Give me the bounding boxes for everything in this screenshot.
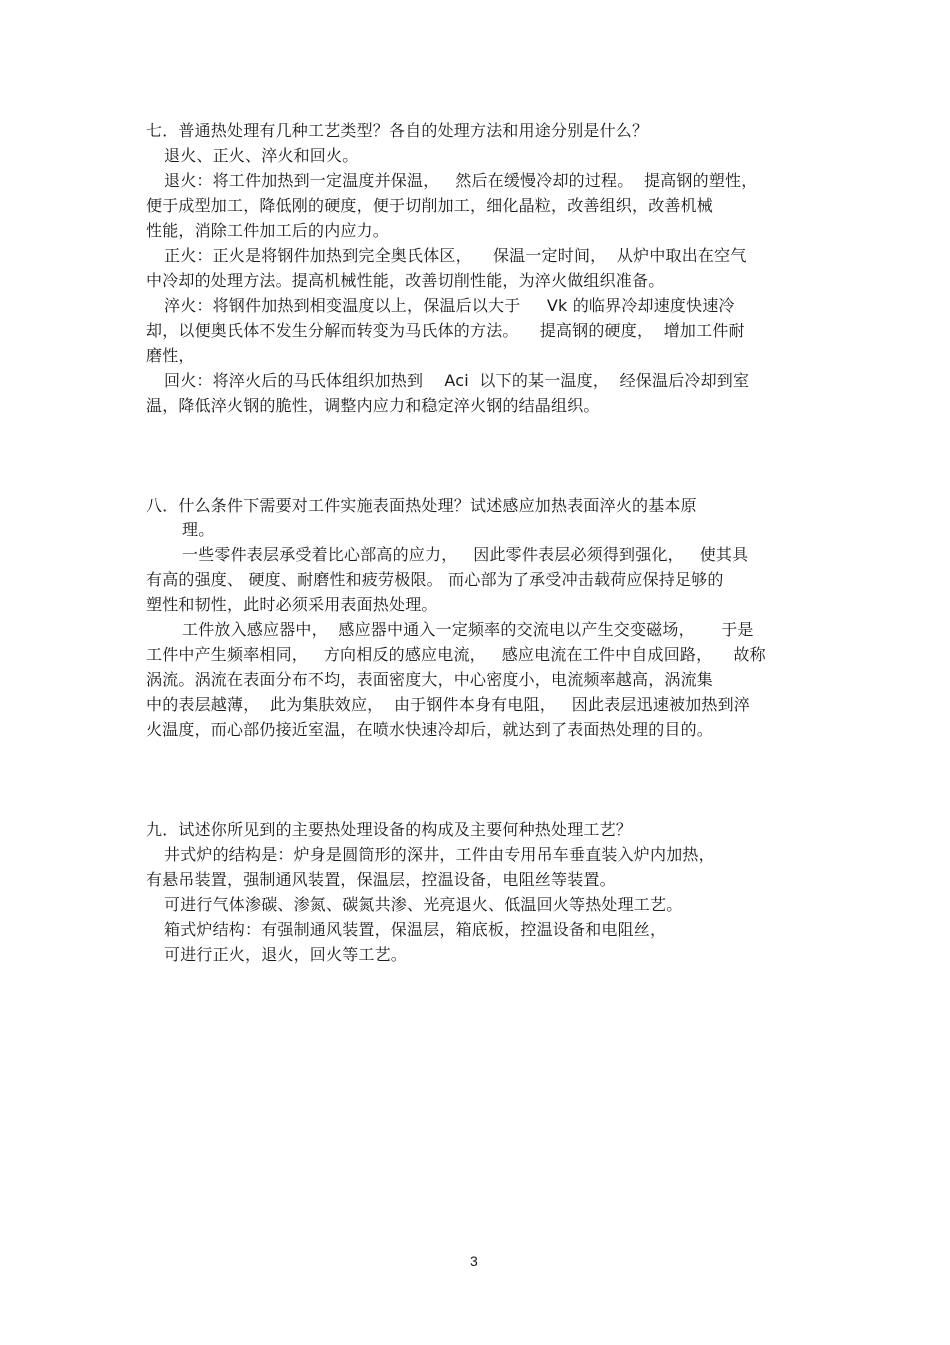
section9-heading: 九．试述你所见到的主要热处理设备的构成及主要何种热处理工艺？ xyxy=(146,820,633,839)
section9-line: 可进行正火，退火，回火等工艺。 xyxy=(164,945,408,964)
section7-line: 磨性， xyxy=(146,346,195,365)
section7-line: 退火：将工件加热到一定温度并保温， 然后在缓慢冷却的过程。 提高钢的塑性， xyxy=(164,171,758,190)
section7-heading: 七．普通热处理有几种工艺类型？各自的处理方法和用途分别是什么？ xyxy=(146,121,649,140)
section8-line: 一些零件表层承受着比心部高的应力， 因此零件表层必须得到强化， 使其具 xyxy=(182,545,749,564)
section8-heading-continued: 理。 xyxy=(182,520,215,539)
section7-line: 却，以便奥氏体不发生分解而转变为马氏体的方法。 提高钢的硬度， 增加工件耐 xyxy=(146,321,745,340)
section7-line: 回火：将淬火后的马氏体组织加热到 Aci 以下的某一温度， 经保温后冷却到室 xyxy=(164,371,750,390)
section9-line: 箱式炉结构：有强制通风装置，保温层，箱底板，控温设备和电阻丝， xyxy=(164,920,667,939)
page-number: 3 xyxy=(470,1253,478,1269)
section7-line: 中冷却的处理方法。提高机械性能，改善切削性能，为淬火做组织准备。 xyxy=(146,271,665,290)
section8-line: 中的表层越薄， 此为集肤效应， 由于钢件本身有电阻， 因此表层迅速被加热到淬 xyxy=(146,695,751,714)
section9-line: 可进行气体渗碳、渗氮、碳氮共渗、光亮退火、低温回火等热处理工艺。 xyxy=(164,895,683,914)
section8-line: 火温度，而心部仍接近室温，在喷水快速冷却后，就达到了表面热处理的目的。 xyxy=(146,720,714,739)
section7-line: 正火：正火是将钢件加热到完全奥氏体区， 保温一定时间， 从炉中取出在空气 xyxy=(164,246,747,265)
section7-line: 性能，消除工件加工后的内应力。 xyxy=(146,221,390,240)
section7-line: 退火、正火、淬火和回火。 xyxy=(164,146,359,165)
section8-line: 工件放入感应器中， 感应器中通入一定频率的交流电以产生交变磁场， 于是 xyxy=(182,620,754,639)
section8-heading: 八．什么条件下需要对工件实施表面热处理？试述感应加热表面淬火的基本原 xyxy=(146,496,697,515)
section7-line: 温，降低淬火钢的脆性，调整内应力和稳定淬火钢的结晶组织。 xyxy=(146,396,600,415)
section8-line: 工件中产生频率相同， 方向相反的感应电流， 感应电流在工件中自成回路， 故称 xyxy=(146,645,766,664)
section7-line: 淬火：将钢件加热到相变温度以上，保温后以大于 Vk 的临界冷却速度快速冷 xyxy=(164,296,735,315)
section8-line: 塑性和韧性，此时必须采用表面热处理。 xyxy=(146,595,438,614)
section8-line: 涡流。涡流在表面分布不均，表面密度大，中心密度小，电流频率越高，涡流集 xyxy=(146,670,714,689)
section8-line: 有高的强度、 硬度、耐磨性和疲劳极限。 而心部为了承受冲击载荷应保持足够的 xyxy=(146,570,724,589)
section9-line: 井式炉的结构是：炉身是圆筒形的深井，工件由专用吊车垂直装入炉内加热， xyxy=(164,845,715,864)
section9-line: 有悬吊装置，强制通风装置，保温层，控温设备，电阻丝等装置。 xyxy=(146,870,616,889)
section7-line: 便于成型加工，降低刚的硬度，便于切削加工，细化晶粒，改善组织，改善机械 xyxy=(146,196,714,215)
